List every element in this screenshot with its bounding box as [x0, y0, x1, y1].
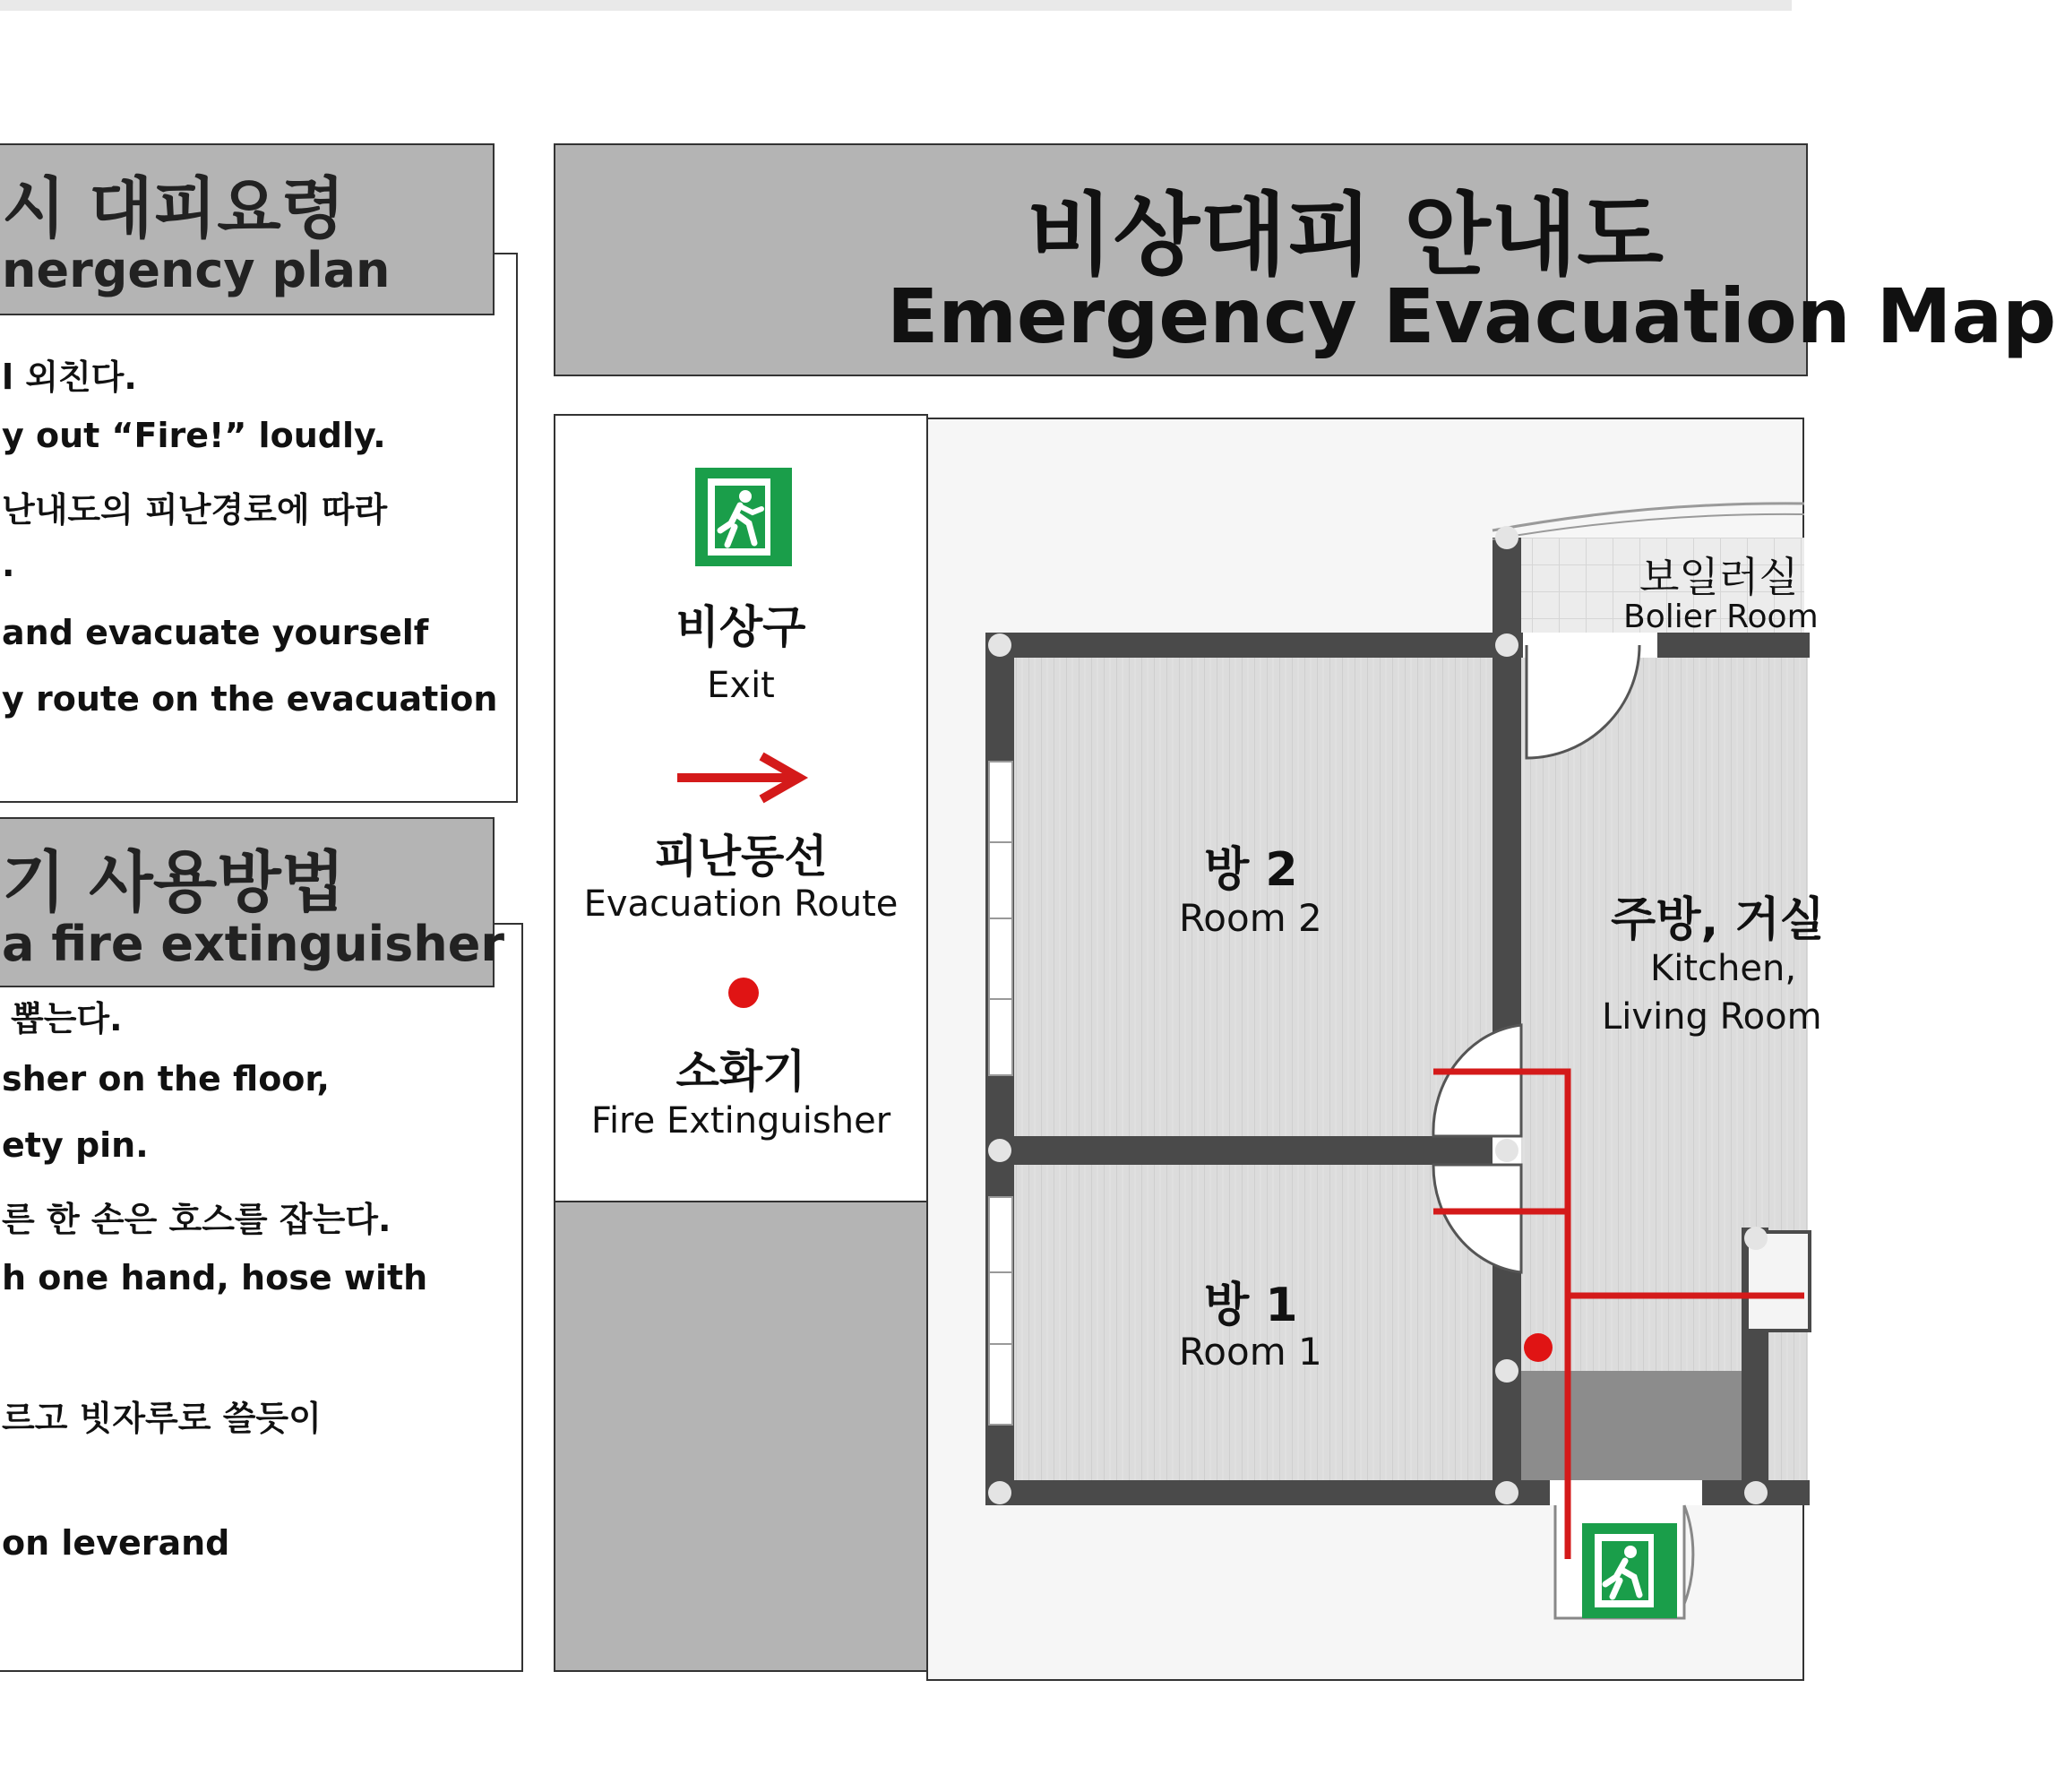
extinguisher-title-en: a fire extinguisher	[2, 916, 504, 972]
extinguisher-title-ko: 기 사용방법	[2, 844, 346, 921]
plan-exit-sign-icon	[1582, 1523, 1677, 1618]
legend-exit-ko: 비상구	[675, 601, 806, 653]
ext-line-2: sher on the floor,	[2, 1059, 330, 1098]
room1-label-ko: 방 1	[1204, 1279, 1298, 1332]
exit-sign-icon	[695, 468, 792, 566]
extinguisher-dot-icon	[726, 975, 761, 1011]
route-arrow-icon	[674, 751, 817, 805]
top-strip	[0, 0, 1792, 11]
room2-label-en: Room 2	[1179, 896, 1322, 940]
boiler-room-label-ko: 보일러실	[1639, 553, 1799, 601]
kitchen-label-en: Kitchen,	[1650, 948, 1797, 989]
ext-line-3: ety pin.	[2, 1125, 149, 1165]
legend-ext-en: Fire Extinguisher	[590, 1100, 891, 1142]
map-title-en: Emergency Evacuation Map	[887, 272, 2056, 360]
boiler-awning	[1493, 504, 1804, 530]
room2-label-ko: 방 2	[1204, 843, 1298, 897]
legend-route-en: Evacuation Route	[583, 883, 899, 925]
legend-ext-ko: 소화기	[675, 1046, 806, 1098]
extinguisher-header	[0, 817, 504, 987]
map-header	[554, 143, 2056, 376]
emergency-plan-title-en: nergency plan	[2, 242, 391, 298]
plan-line-3: 난내도의 피난경로에 따라	[2, 490, 388, 530]
floor-plan-panel	[926, 418, 1825, 1681]
fire-extinguisher-marker	[1524, 1333, 1553, 1362]
ext-line-5: h one hand, hose with	[2, 1258, 428, 1297]
legend-exit-en: Exit	[707, 665, 775, 706]
ext-line-7: on leverand	[2, 1523, 230, 1563]
plan-line-2: y out “Fire!” loudly.	[2, 416, 386, 455]
emergency-plan-panel	[0, 253, 518, 803]
plan-line-6: y route on the evacuation	[2, 679, 498, 719]
plan-line-4: .	[2, 545, 15, 584]
room1-label-en: Room 1	[1179, 1330, 1322, 1374]
map-title-ko: 비상대피 안내도	[1027, 183, 1665, 288]
kitchen-label-ko: 주방, 거실	[1611, 893, 1825, 947]
ext-line-1: 뽑는다.	[11, 999, 123, 1038]
extinguisher-panel	[0, 923, 523, 1672]
kitchen-counter	[1521, 1371, 1745, 1484]
legend-panel	[554, 414, 928, 1202]
legend-filler	[554, 1201, 928, 1672]
plan-line-1: l 외친다.	[2, 358, 137, 397]
ext-line-4: 른 한 손은 호스를 잡는다.	[2, 1200, 391, 1239]
kitchen-label-en2: Living Room	[1602, 996, 1822, 1038]
boiler-room-label-en: Bolier Room	[1623, 599, 1819, 635]
emergency-plan-header	[0, 143, 495, 315]
plan-line-5: and evacuate yourself	[2, 613, 429, 652]
ext-line-6: 르고 빗자루로 쓸듯이	[2, 1399, 322, 1438]
legend-route-ko: 피난동선	[654, 831, 828, 883]
emergency-plan-title-ko: 시 대피요령	[2, 170, 346, 247]
